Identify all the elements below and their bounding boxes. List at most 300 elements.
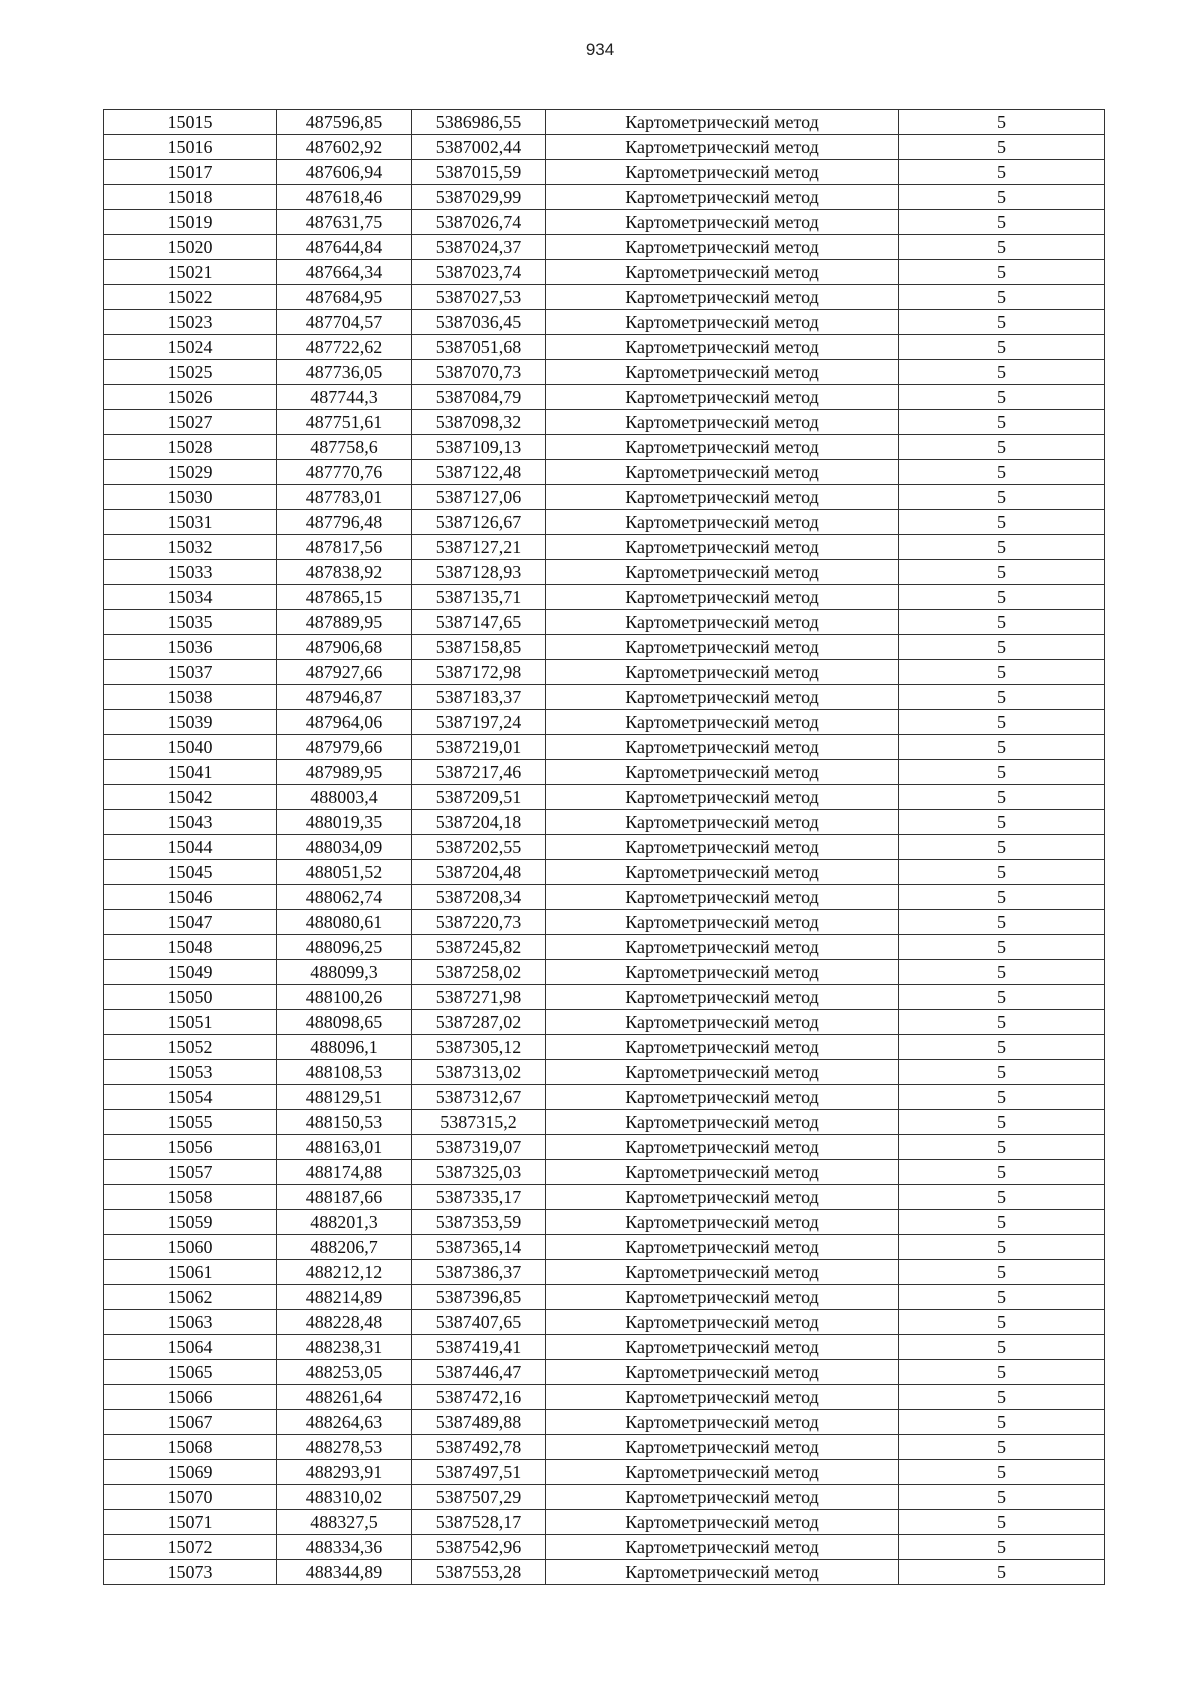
x-coordinate-cell: 488214,89 (277, 1285, 412, 1310)
y-coordinate-cell: 5387158,85 (412, 635, 546, 660)
y-coordinate-cell: 5387419,41 (412, 1335, 546, 1360)
x-coordinate-cell: 488096,25 (277, 935, 412, 960)
accuracy-cell: 5 (899, 810, 1105, 835)
table-row (104, 935, 1105, 960)
accuracy-cell: 5 (899, 260, 1105, 285)
y-coordinate-cell: 5387172,98 (412, 660, 546, 685)
accuracy-cell: 5 (899, 1385, 1105, 1410)
y-coordinate-cell: 5387271,98 (412, 985, 546, 1010)
y-coordinate-cell: 5387219,01 (412, 735, 546, 760)
x-coordinate-cell: 487989,95 (277, 760, 412, 785)
table-row (104, 485, 1105, 510)
point-number-cell: 15017 (104, 160, 277, 185)
table-row (104, 1435, 1105, 1460)
accuracy-cell: 5 (899, 110, 1105, 135)
table-row (104, 235, 1105, 260)
y-coordinate-cell: 5387126,67 (412, 510, 546, 535)
method-cell: Картометрический метод (546, 810, 899, 835)
accuracy-cell: 5 (899, 1035, 1105, 1060)
x-coordinate-cell: 487817,56 (277, 535, 412, 560)
x-coordinate-cell: 488100,26 (277, 985, 412, 1010)
point-number-cell: 15056 (104, 1135, 277, 1160)
method-cell: Картометрический метод (546, 1485, 899, 1510)
method-cell: Картометрический метод (546, 460, 899, 485)
y-coordinate-cell: 5387305,12 (412, 1035, 546, 1060)
point-number-cell: 15051 (104, 1010, 277, 1035)
x-coordinate-cell: 488129,51 (277, 1085, 412, 1110)
y-coordinate-cell: 5387365,14 (412, 1235, 546, 1260)
method-cell: Картометрический метод (546, 1285, 899, 1310)
accuracy-cell: 5 (899, 835, 1105, 860)
method-cell: Картометрический метод (546, 1385, 899, 1410)
point-number-cell: 15019 (104, 210, 277, 235)
method-cell: Картометрический метод (546, 1360, 899, 1385)
y-coordinate-cell: 5387204,48 (412, 860, 546, 885)
point-number-cell: 15024 (104, 335, 277, 360)
table-row (104, 185, 1105, 210)
point-number-cell: 15032 (104, 535, 277, 560)
y-coordinate-cell: 5387313,02 (412, 1060, 546, 1085)
point-number-cell: 15027 (104, 410, 277, 435)
table-row (104, 785, 1105, 810)
y-coordinate-cell: 5387098,32 (412, 410, 546, 435)
accuracy-cell: 5 (899, 960, 1105, 985)
x-coordinate-cell: 488019,35 (277, 810, 412, 835)
point-number-cell: 15021 (104, 260, 277, 285)
method-cell: Картометрический метод (546, 660, 899, 685)
y-coordinate-cell: 5387287,02 (412, 1010, 546, 1035)
table-row (104, 210, 1105, 235)
point-number-cell: 15041 (104, 760, 277, 785)
table-row (104, 435, 1105, 460)
method-cell: Картометрический метод (546, 1235, 899, 1260)
accuracy-cell: 5 (899, 1135, 1105, 1160)
y-coordinate-cell: 5387492,78 (412, 1435, 546, 1460)
table-row (104, 1210, 1105, 1235)
method-cell: Картометрический метод (546, 935, 899, 960)
method-cell: Картометрический метод (546, 235, 899, 260)
table-row (104, 135, 1105, 160)
method-cell: Картометрический метод (546, 560, 899, 585)
accuracy-cell: 5 (899, 385, 1105, 410)
accuracy-cell: 5 (899, 710, 1105, 735)
y-coordinate-cell: 5387245,82 (412, 935, 546, 960)
accuracy-cell: 5 (899, 485, 1105, 510)
point-number-cell: 15063 (104, 1310, 277, 1335)
method-cell: Картометрический метод (546, 510, 899, 535)
point-number-cell: 15065 (104, 1360, 277, 1385)
accuracy-cell: 5 (899, 560, 1105, 585)
point-number-cell: 15026 (104, 385, 277, 410)
y-coordinate-cell: 5387258,02 (412, 960, 546, 985)
table-row (104, 410, 1105, 435)
y-coordinate-cell: 5387070,73 (412, 360, 546, 385)
point-number-cell: 15061 (104, 1260, 277, 1285)
x-coordinate-cell: 488344,89 (277, 1560, 412, 1585)
y-coordinate-cell: 5387127,06 (412, 485, 546, 510)
table-row (104, 1385, 1105, 1410)
x-coordinate-cell: 487618,46 (277, 185, 412, 210)
method-cell: Картометрический метод (546, 1210, 899, 1235)
x-coordinate-cell: 487889,95 (277, 610, 412, 635)
table-row (104, 660, 1105, 685)
table-row (104, 1360, 1105, 1385)
y-coordinate-cell: 5387335,17 (412, 1185, 546, 1210)
accuracy-cell: 5 (899, 635, 1105, 660)
y-coordinate-cell: 5387220,73 (412, 910, 546, 935)
accuracy-cell: 5 (899, 435, 1105, 460)
table-row (104, 760, 1105, 785)
x-coordinate-cell: 487770,76 (277, 460, 412, 485)
point-number-cell: 15071 (104, 1510, 277, 1535)
method-cell: Картометрический метод (546, 1535, 899, 1560)
y-coordinate-cell: 5387135,71 (412, 585, 546, 610)
point-number-cell: 15053 (104, 1060, 277, 1085)
method-cell: Картометрический метод (546, 160, 899, 185)
method-cell: Картометрический метод (546, 1560, 899, 1585)
y-coordinate-cell: 5387197,24 (412, 710, 546, 735)
x-coordinate-cell: 487964,06 (277, 710, 412, 735)
x-coordinate-cell: 488187,66 (277, 1185, 412, 1210)
method-cell: Картометрический метод (546, 285, 899, 310)
x-coordinate-cell: 487796,48 (277, 510, 412, 535)
x-coordinate-cell: 487927,66 (277, 660, 412, 685)
method-cell: Картометрический метод (546, 360, 899, 385)
x-coordinate-cell: 487631,75 (277, 210, 412, 235)
y-coordinate-cell: 5387128,93 (412, 560, 546, 585)
table-row (104, 1410, 1105, 1435)
point-number-cell: 15042 (104, 785, 277, 810)
point-number-cell: 15047 (104, 910, 277, 935)
accuracy-cell: 5 (899, 610, 1105, 635)
y-coordinate-cell: 5387122,48 (412, 460, 546, 485)
method-cell: Картометрический метод (546, 535, 899, 560)
x-coordinate-cell: 488163,01 (277, 1135, 412, 1160)
method-cell: Картометрический метод (546, 1460, 899, 1485)
y-coordinate-cell: 5387202,55 (412, 835, 546, 860)
x-coordinate-cell: 487751,61 (277, 410, 412, 435)
y-coordinate-cell: 5387036,45 (412, 310, 546, 335)
x-coordinate-cell: 487606,94 (277, 160, 412, 185)
y-coordinate-cell: 5387446,47 (412, 1360, 546, 1385)
method-cell: Картометрический метод (546, 960, 899, 985)
point-number-cell: 15046 (104, 885, 277, 910)
table-row (104, 1485, 1105, 1510)
table-row (104, 1060, 1105, 1085)
y-coordinate-cell: 5387084,79 (412, 385, 546, 410)
table-row (104, 810, 1105, 835)
method-cell: Картометрический метод (546, 110, 899, 135)
x-coordinate-cell: 488034,09 (277, 835, 412, 860)
accuracy-cell: 5 (899, 1060, 1105, 1085)
x-coordinate-cell: 488278,53 (277, 1435, 412, 1460)
y-coordinate-cell: 5387353,59 (412, 1210, 546, 1235)
table-row (104, 1560, 1105, 1585)
accuracy-cell: 5 (899, 510, 1105, 535)
accuracy-cell: 5 (899, 1185, 1105, 1210)
method-cell: Картометрический метод (546, 310, 899, 335)
table-row (104, 1010, 1105, 1035)
point-number-cell: 15044 (104, 835, 277, 860)
table-row (104, 1235, 1105, 1260)
accuracy-cell: 5 (899, 1010, 1105, 1035)
x-coordinate-cell: 487722,62 (277, 335, 412, 360)
table-row (104, 685, 1105, 710)
point-number-cell: 15028 (104, 435, 277, 460)
accuracy-cell: 5 (899, 1560, 1105, 1585)
accuracy-cell: 5 (899, 535, 1105, 560)
y-coordinate-cell: 5387542,96 (412, 1535, 546, 1560)
accuracy-cell: 5 (899, 310, 1105, 335)
y-coordinate-cell: 5387497,51 (412, 1460, 546, 1485)
x-coordinate-cell: 488253,05 (277, 1360, 412, 1385)
accuracy-cell: 5 (899, 1435, 1105, 1460)
table-row (104, 1310, 1105, 1335)
method-cell: Картометрический метод (546, 1110, 899, 1135)
accuracy-cell: 5 (899, 135, 1105, 160)
point-number-cell: 15037 (104, 660, 277, 685)
x-coordinate-cell: 488003,4 (277, 785, 412, 810)
point-number-cell: 15038 (104, 685, 277, 710)
accuracy-cell: 5 (899, 935, 1105, 960)
y-coordinate-cell: 5387002,44 (412, 135, 546, 160)
accuracy-cell: 5 (899, 235, 1105, 260)
y-coordinate-cell: 5387109,13 (412, 435, 546, 460)
method-cell: Картометрический метод (546, 1510, 899, 1535)
method-cell: Картометрический метод (546, 410, 899, 435)
point-number-cell: 15020 (104, 235, 277, 260)
point-number-cell: 15060 (104, 1235, 277, 1260)
method-cell: Картометрический метод (546, 435, 899, 460)
point-number-cell: 15064 (104, 1335, 277, 1360)
y-coordinate-cell: 5387407,65 (412, 1310, 546, 1335)
x-coordinate-cell: 488238,31 (277, 1335, 412, 1360)
accuracy-cell: 5 (899, 1160, 1105, 1185)
x-coordinate-cell: 488310,02 (277, 1485, 412, 1510)
method-cell: Картометрический метод (546, 1185, 899, 1210)
method-cell: Картометрический метод (546, 1260, 899, 1285)
point-number-cell: 15035 (104, 610, 277, 635)
accuracy-cell: 5 (899, 1535, 1105, 1560)
accuracy-cell: 5 (899, 1410, 1105, 1435)
accuracy-cell: 5 (899, 335, 1105, 360)
method-cell: Картометрический метод (546, 135, 899, 160)
x-coordinate-cell: 487865,15 (277, 585, 412, 610)
table-row (104, 585, 1105, 610)
method-cell: Картометрический метод (546, 185, 899, 210)
table-row (104, 1285, 1105, 1310)
y-coordinate-cell: 5387553,28 (412, 1560, 546, 1585)
x-coordinate-cell: 488261,64 (277, 1385, 412, 1410)
point-number-cell: 15036 (104, 635, 277, 660)
method-cell: Картометрический метод (546, 885, 899, 910)
x-coordinate-cell: 488096,1 (277, 1035, 412, 1060)
coordinates-table-body (104, 110, 1105, 1585)
point-number-cell: 15033 (104, 560, 277, 585)
table-row (104, 285, 1105, 310)
point-number-cell: 15018 (104, 185, 277, 210)
table-row (104, 510, 1105, 535)
y-coordinate-cell: 5387051,68 (412, 335, 546, 360)
accuracy-cell: 5 (899, 910, 1105, 935)
table-row (104, 635, 1105, 660)
x-coordinate-cell: 487838,92 (277, 560, 412, 585)
accuracy-cell: 5 (899, 1335, 1105, 1360)
x-coordinate-cell: 487906,68 (277, 635, 412, 660)
method-cell: Картометрический метод (546, 1060, 899, 1085)
method-cell: Картометрический метод (546, 985, 899, 1010)
y-coordinate-cell: 5387325,03 (412, 1160, 546, 1185)
point-number-cell: 15031 (104, 510, 277, 535)
method-cell: Картометрический метод (546, 210, 899, 235)
y-coordinate-cell: 5387315,2 (412, 1110, 546, 1135)
accuracy-cell: 5 (899, 410, 1105, 435)
table-row (104, 1260, 1105, 1285)
accuracy-cell: 5 (899, 1235, 1105, 1260)
table-row (104, 260, 1105, 285)
accuracy-cell: 5 (899, 185, 1105, 210)
y-coordinate-cell: 5387217,46 (412, 760, 546, 785)
table-row (104, 535, 1105, 560)
accuracy-cell: 5 (899, 760, 1105, 785)
method-cell: Картометрический метод (546, 1335, 899, 1360)
table-row (104, 110, 1105, 135)
table-row (104, 1535, 1105, 1560)
table-row (104, 560, 1105, 585)
x-coordinate-cell: 487946,87 (277, 685, 412, 710)
x-coordinate-cell: 488051,52 (277, 860, 412, 885)
x-coordinate-cell: 487644,84 (277, 235, 412, 260)
accuracy-cell: 5 (899, 210, 1105, 235)
accuracy-cell: 5 (899, 1210, 1105, 1235)
method-cell: Картометрический метод (546, 1135, 899, 1160)
point-number-cell: 15069 (104, 1460, 277, 1485)
method-cell: Картометрический метод (546, 585, 899, 610)
x-coordinate-cell: 488174,88 (277, 1160, 412, 1185)
x-coordinate-cell: 487602,92 (277, 135, 412, 160)
x-coordinate-cell: 488150,53 (277, 1110, 412, 1135)
method-cell: Картометрический метод (546, 260, 899, 285)
point-number-cell: 15025 (104, 360, 277, 385)
table-row (104, 1335, 1105, 1360)
point-number-cell: 15073 (104, 1560, 277, 1585)
table-row (104, 860, 1105, 885)
accuracy-cell: 5 (899, 1110, 1105, 1135)
x-coordinate-cell: 488098,65 (277, 1010, 412, 1035)
method-cell: Картометрический метод (546, 835, 899, 860)
x-coordinate-cell: 487979,66 (277, 735, 412, 760)
x-coordinate-cell: 488264,63 (277, 1410, 412, 1435)
method-cell: Картометрический метод (546, 785, 899, 810)
x-coordinate-cell: 488334,36 (277, 1535, 412, 1560)
method-cell: Картометрический метод (546, 760, 899, 785)
point-number-cell: 15054 (104, 1085, 277, 1110)
table-row (104, 610, 1105, 635)
y-coordinate-cell: 5387209,51 (412, 785, 546, 810)
method-cell: Картометрический метод (546, 1410, 899, 1435)
y-coordinate-cell: 5387029,99 (412, 185, 546, 210)
table-row (104, 835, 1105, 860)
point-number-cell: 15045 (104, 860, 277, 885)
table-row (104, 1085, 1105, 1110)
x-coordinate-cell: 487758,6 (277, 435, 412, 460)
point-number-cell: 15016 (104, 135, 277, 160)
point-number-cell: 15040 (104, 735, 277, 760)
point-number-cell: 15067 (104, 1410, 277, 1435)
method-cell: Картометрический метод (546, 735, 899, 760)
method-cell: Картометрический метод (546, 635, 899, 660)
accuracy-cell: 5 (899, 885, 1105, 910)
accuracy-cell: 5 (899, 735, 1105, 760)
method-cell: Картометрический метод (546, 1085, 899, 1110)
point-number-cell: 15057 (104, 1160, 277, 1185)
table-row (104, 1135, 1105, 1160)
method-cell: Картометрический метод (546, 1035, 899, 1060)
y-coordinate-cell: 5387396,85 (412, 1285, 546, 1310)
y-coordinate-cell: 5387386,37 (412, 1260, 546, 1285)
table-row (104, 385, 1105, 410)
x-coordinate-cell: 488080,61 (277, 910, 412, 935)
table-row (104, 310, 1105, 335)
method-cell: Картометрический метод (546, 385, 899, 410)
y-coordinate-cell: 5387208,34 (412, 885, 546, 910)
table-row (104, 735, 1105, 760)
accuracy-cell: 5 (899, 1485, 1105, 1510)
table-row (104, 460, 1105, 485)
y-coordinate-cell: 5387024,37 (412, 235, 546, 260)
point-number-cell: 15029 (104, 460, 277, 485)
y-coordinate-cell: 5387183,37 (412, 685, 546, 710)
point-number-cell: 15043 (104, 810, 277, 835)
x-coordinate-cell: 488099,3 (277, 960, 412, 985)
y-coordinate-cell: 5387127,21 (412, 535, 546, 560)
accuracy-cell: 5 (899, 360, 1105, 385)
accuracy-cell: 5 (899, 585, 1105, 610)
table-row (104, 960, 1105, 985)
table-row (104, 885, 1105, 910)
table-row (104, 1110, 1105, 1135)
table-row (104, 710, 1105, 735)
method-cell: Картометрический метод (546, 710, 899, 735)
y-coordinate-cell: 5387528,17 (412, 1510, 546, 1535)
y-coordinate-cell: 5387319,07 (412, 1135, 546, 1160)
y-coordinate-cell: 5386986,55 (412, 110, 546, 135)
method-cell: Картометрический метод (546, 910, 899, 935)
accuracy-cell: 5 (899, 685, 1105, 710)
accuracy-cell: 5 (899, 1260, 1105, 1285)
y-coordinate-cell: 5387472,16 (412, 1385, 546, 1410)
y-coordinate-cell: 5387026,74 (412, 210, 546, 235)
y-coordinate-cell: 5387312,67 (412, 1085, 546, 1110)
method-cell: Картометрический метод (546, 1010, 899, 1035)
accuracy-cell: 5 (899, 660, 1105, 685)
table-row (104, 1035, 1105, 1060)
point-number-cell: 15049 (104, 960, 277, 985)
accuracy-cell: 5 (899, 1510, 1105, 1535)
x-coordinate-cell: 488062,74 (277, 885, 412, 910)
table-row (104, 1160, 1105, 1185)
accuracy-cell: 5 (899, 1085, 1105, 1110)
x-coordinate-cell: 488327,5 (277, 1510, 412, 1535)
x-coordinate-cell: 487664,34 (277, 260, 412, 285)
x-coordinate-cell: 487783,01 (277, 485, 412, 510)
table-row (104, 1510, 1105, 1535)
x-coordinate-cell: 487596,85 (277, 110, 412, 135)
x-coordinate-cell: 488206,7 (277, 1235, 412, 1260)
y-coordinate-cell: 5387204,18 (412, 810, 546, 835)
point-number-cell: 15062 (104, 1285, 277, 1310)
method-cell: Картометрический метод (546, 1310, 899, 1335)
